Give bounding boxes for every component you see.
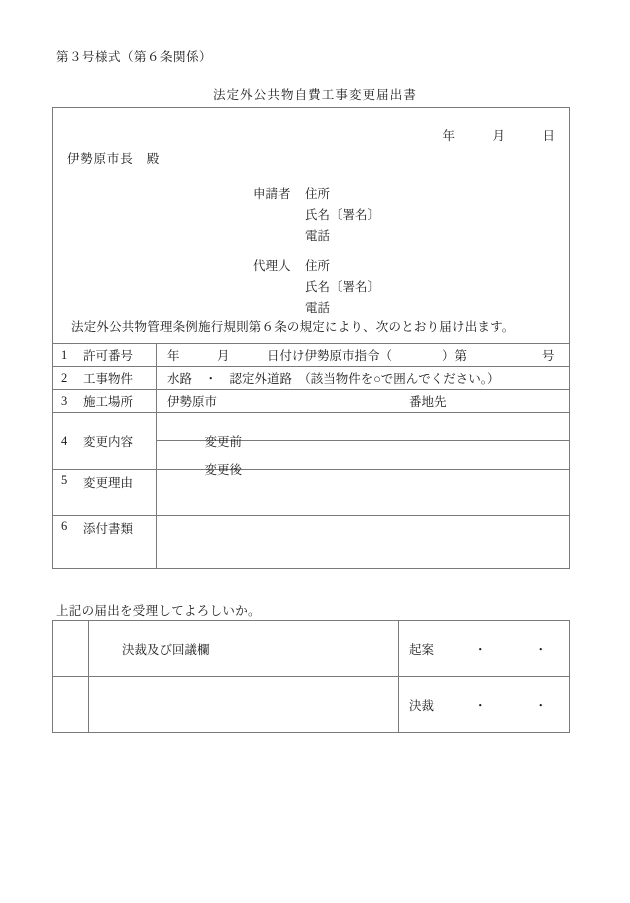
construction-site-city: 伊勢原市 — [167, 395, 218, 409]
row-number-1: 1 — [61, 347, 68, 362]
agent-name-row — [253, 277, 380, 298]
construction-object-text: 水路 ・ 認定外道路 （該当物件を○で囲んでください。） — [167, 372, 500, 386]
row-number-5: 5 — [61, 473, 68, 487]
approval-draft-label: 起案 — [409, 642, 435, 657]
row-label-text-6: 添付書類 — [83, 522, 134, 536]
change-content-body — [157, 413, 569, 477]
approval-row-draft — [53, 621, 569, 677]
applicant-name-label: 氏名〔署名〕 — [305, 208, 381, 222]
row-value-change-reason[interactable] — [157, 470, 569, 515]
addressee: 伊勢原市長 殿 — [67, 152, 161, 166]
change-before-label: 変更前 — [204, 435, 243, 449]
approval-notes-cell[interactable] — [89, 677, 399, 732]
approval-draft-dot-1: ・ — [474, 642, 487, 657]
row-label-text-5: 変更理由 — [83, 476, 134, 490]
table-row-attached-documents — [53, 516, 569, 568]
form-header-block — [53, 108, 569, 343]
change-after-cell[interactable] — [157, 441, 569, 477]
approval-decision-dot-2: ・ — [534, 698, 548, 713]
row-label-text-4: 変更内容 — [83, 435, 134, 449]
approval-decision-dot-1: ・ — [474, 698, 487, 713]
approval-draft-cell[interactable] — [399, 621, 569, 676]
form-rows — [53, 343, 569, 568]
approval-row-decision — [53, 677, 569, 733]
approval-table — [52, 620, 570, 733]
row-label-attached-documents — [53, 516, 157, 568]
approval-decision-label: 決裁 — [409, 698, 435, 713]
change-after-label: 変更後 — [204, 463, 243, 477]
agent-role-label: 代理人 — [253, 259, 291, 273]
approval-question: 上記の届出を受理してよろしいか。 — [56, 604, 261, 618]
applicant-role-spacer-2 — [253, 226, 305, 247]
row-label-construction-site — [53, 390, 157, 412]
approval-seal-cell-2[interactable] — [53, 677, 89, 732]
construction-site-lot-suffix: 番地先 — [409, 395, 447, 409]
regulation-statement: 法定外公共物管理条例施行規則第６条の規定により、次のとおり届け出ます。 — [71, 320, 515, 334]
row-number-3: 3 — [61, 393, 68, 408]
row-label-change-content — [53, 413, 157, 469]
row-label-permit-number — [53, 344, 157, 366]
approval-decision-cell[interactable] — [399, 677, 569, 732]
row-value-construction-site[interactable] — [157, 390, 569, 412]
main-form-table — [52, 107, 570, 569]
agent-role-spacer — [253, 277, 305, 298]
row-number-6: 6 — [61, 519, 68, 533]
applicant-role-spacer — [253, 205, 305, 226]
agent-phone-row — [253, 298, 380, 319]
applicant-block — [253, 184, 380, 247]
row-value-permit-number[interactable] — [157, 344, 569, 366]
applicant-name-row — [253, 205, 380, 226]
table-row-permit-number — [53, 344, 569, 367]
table-row-change-content — [53, 413, 569, 477]
table-row-construction-object — [53, 367, 569, 390]
agent-phone-label: 電話 — [305, 301, 331, 315]
row-value-attached-documents[interactable] — [157, 516, 569, 568]
row-number-2: 2 — [61, 370, 68, 385]
change-before-cell[interactable] — [157, 413, 569, 449]
date-line: 年 月 日 — [442, 129, 555, 143]
row-number-4: 4 — [61, 433, 68, 448]
agent-block — [253, 256, 380, 319]
approval-column-header-cell[interactable] — [89, 621, 399, 676]
agent-address-label: 住所 — [305, 259, 331, 273]
approval-seal-cell-1[interactable] — [53, 621, 89, 676]
applicant-address-row — [253, 184, 380, 205]
applicant-role-label: 申請者 — [253, 187, 291, 201]
approval-draft-dot-2: ・ — [534, 642, 548, 657]
agent-address-row — [253, 256, 380, 277]
page-title: 法定外公共物自費工事変更届出書 — [212, 88, 417, 102]
applicant-phone-row — [253, 226, 380, 247]
row-label-change-reason — [53, 470, 157, 515]
row-value-construction-object[interactable] — [157, 367, 569, 389]
agent-name-label: 氏名〔署名〕 — [305, 280, 381, 294]
permit-number-text: 年 月 日付け伊勢原市指令（ ）第 号 — [167, 349, 555, 363]
applicant-address-label: 住所 — [305, 187, 331, 201]
row-label-construction-object — [53, 367, 157, 389]
agent-role-spacer-2 — [253, 298, 305, 319]
table-row-construction-site — [53, 390, 569, 413]
table-row-change-reason — [53, 470, 569, 516]
approval-column-header-text: 決裁及び回議欄 — [122, 643, 210, 657]
form-number: 第３号様式（第６条関係） — [56, 50, 213, 64]
row-label-text-1: 許可番号 — [83, 349, 134, 363]
row-label-text-3: 施工場所 — [83, 395, 134, 409]
row-label-text-2: 工事物件 — [83, 372, 134, 386]
applicant-phone-label: 電話 — [305, 229, 331, 243]
